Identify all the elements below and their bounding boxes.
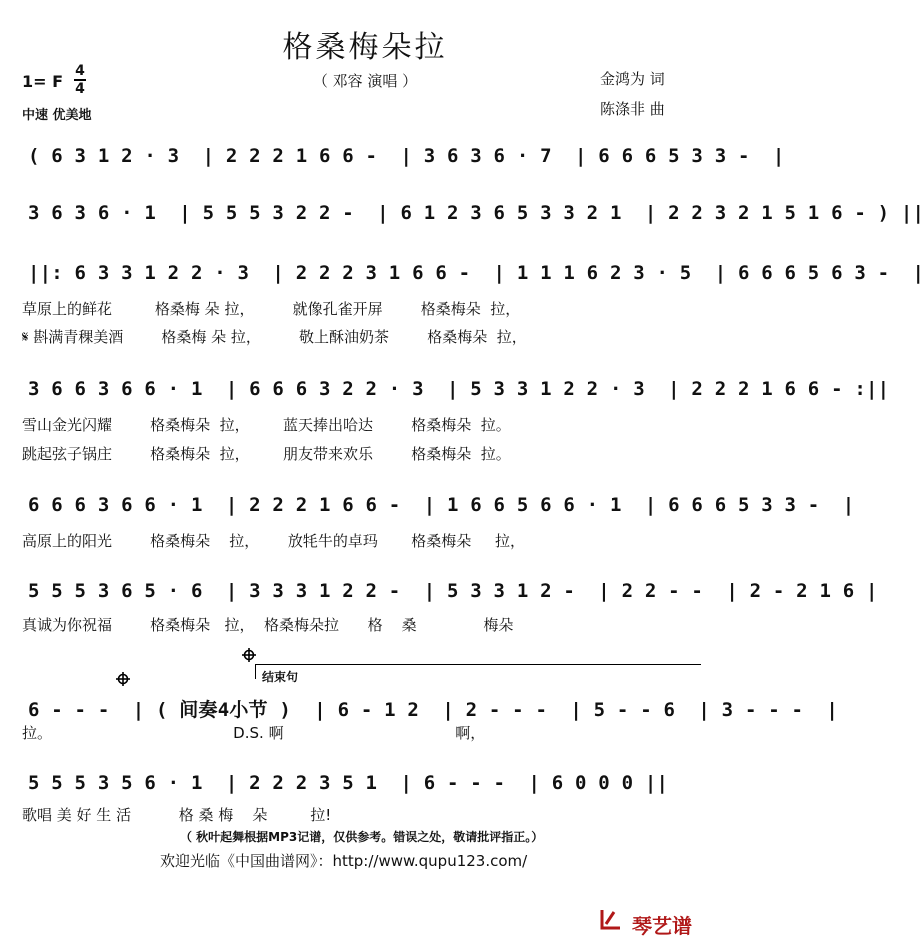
site-logo: 琴艺谱 xyxy=(632,914,692,938)
time-signature xyxy=(74,64,86,96)
score-row-8 xyxy=(0,772,730,796)
tempo-marking: 中速 优美地 xyxy=(22,108,92,123)
meter-top: 4 xyxy=(75,63,85,79)
lyric-row-8 xyxy=(0,804,730,828)
score-row-5 xyxy=(0,494,855,518)
lyric-row-3b xyxy=(0,326,730,350)
meter-bottom: 4 xyxy=(75,81,85,97)
lyric-line: 歌唱 美 好 生 活 格 桑 梅 朵 拉! xyxy=(22,806,332,824)
coda-icon xyxy=(116,672,130,686)
notation-line: 3 6 6 3 6 6 · 1 | 6 6 6 3 2 2 · 3 | 5 3 3 1 2 2 · 3 | 2 2 2 1 6 6 - :|| xyxy=(28,378,890,400)
lyric-row-3a xyxy=(0,298,730,322)
lyric-line: 𝄋 斟满青稞美酒 格桑梅 朵 拉， 敬上酥油奶茶 格桑梅朵 拉， xyxy=(22,328,527,346)
notation-line: 5 5 5 3 5 6 · 1 | 2 2 2 3 5 1 | 6 - - - | 6 0 0 0 || xyxy=(28,772,669,794)
lyric-line: 拉。 D.S. 啊 啊， xyxy=(22,724,486,742)
piano-logo-icon xyxy=(598,906,624,932)
lyric-row-4a xyxy=(0,414,730,438)
notation-line: 6 6 6 3 6 6 · 1 | 2 2 2 1 6 6 - | 1 6 6 5 6 6 · 1 | 6 6 6 5 3 3 - | xyxy=(28,494,855,516)
site-welcome: 欢迎光临《中国曲谱网》：http://www.qupu123.com/ xyxy=(160,852,528,870)
lyric-line: 雪山金光闪耀 格桑梅朵 拉， 蓝天捧出哈达 格桑梅朵 拉。 xyxy=(22,416,511,434)
lyric-line: 高原上的阳光 格桑梅朵 拉， 放牦牛的卓玛 格桑梅朵 拉， xyxy=(22,532,526,550)
lyric-line: 跳起弦子锅庄 格桑梅朵 拉， 朋友带来欢乐 格桑梅朵 拉。 xyxy=(22,445,511,463)
lyric-row-6 xyxy=(0,614,730,638)
notation-line: 5 5 5 3 6 5 · 6 | 3 3 3 1 2 2 - | 5 3 3 1 2 - | 2 2 - - | 2 - 2 1 6 | xyxy=(28,580,878,602)
coda-icon xyxy=(242,648,256,662)
score-row-3 xyxy=(0,262,924,286)
ending-label: 结束句 xyxy=(262,670,299,684)
ending-bracket xyxy=(255,664,701,679)
score-row-6 xyxy=(0,580,878,604)
lyric-row-7 xyxy=(0,722,730,746)
singer-credit: （ 邓容 演唱 ） xyxy=(312,72,418,90)
composer-credit: 陈涤非 曲 xyxy=(600,100,665,118)
notation-line: ||: 6 3 3 1 2 2 · 3 | 2 2 2 3 1 6 6 - | 1 1 1 6 2 3 · 5 | 6 6 6 5 6 3 - | xyxy=(28,262,924,284)
lyricist-credit: 金鸿为 词 xyxy=(600,70,665,88)
lyric-row-5 xyxy=(0,530,730,554)
score-row-1 xyxy=(0,145,785,169)
score-row-2 xyxy=(0,202,924,226)
transcription-note: （ 秋叶起舞根据MP3记谱，仅供参考。错误之处，敬请批评指正。） xyxy=(180,830,544,844)
score-row-4 xyxy=(0,378,890,402)
notation-line: 6 - - - | ( 间奏4小节 ) | 6 - 1 2 | 2 - - - | 5 - - 6 | 3 - - - | xyxy=(28,699,839,721)
notation-line: ( 6 3 1 2 · 3 | 2 2 2 1 6 6 - | 3 6 3 6 · 7 | 6 6 6 5 3 3 - | xyxy=(28,145,785,167)
lyric-line: 草原上的鲜花 格桑梅 朵 拉， 就像孔雀开屏 格桑梅朵 拉， xyxy=(22,300,521,318)
page-title: 格桑梅朵拉 xyxy=(282,30,448,65)
key-signature: 1= F xyxy=(22,72,64,91)
lyric-line: 真诚为你祝福 格桑梅朵 拉， 格桑梅朵拉 格 桑 梅朵 xyxy=(22,616,514,634)
score-row-7 xyxy=(0,695,839,721)
notation-line: 3 6 3 6 · 1 | 5 5 5 3 2 2 - | 6 1 2 3 6 5 3 3 2 1 | 2 2 3 2 1 5 1 6 - ) || xyxy=(28,202,924,224)
lyric-row-4b xyxy=(0,443,730,467)
